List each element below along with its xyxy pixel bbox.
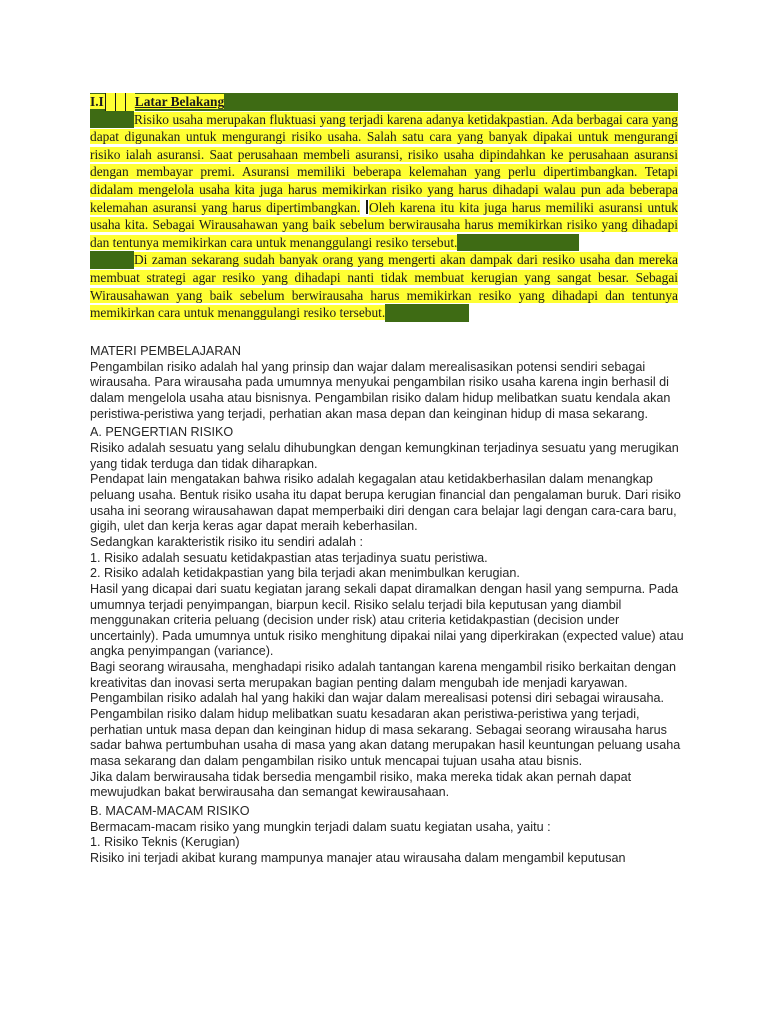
- section-a-paragraph: Pengambilan risiko adalah hal yang hakiki dan wajar dalam merealisasi potensi diri sebagai wirausaha. Pengambilan risiko dalam hidup melibatkan suatu kesadaran akan peristiwa-peristiwa yang terjadi, perhatian untuk masa depan dan keinginan hidup di masa sekarang. Sebagai seorang wirausaha harus sadar bahwa pertumbuhan usaha di masa yang akan datang merupakan hasil keuntungan peluang usaha masa sekarang dan dalam pengambilan risiko untuk mencapai tujuan usaha atau bisnis.: [90, 691, 681, 769]
- line-end-highlight: [457, 234, 579, 252]
- paragraph-text: Oleh karena itu kita juga harus memiliki asuransi untuk usaha kita. Sebagai Wirausahawan yang baik sebelum berwirausaha harus memikirkan risiko yang dihadapi dan tentunya memikirkan cara untuk menanggulangi resiko tersebut.: [90, 199, 678, 250]
- line-end-highlight: [385, 304, 469, 322]
- paragraph-text: Risiko usaha merupakan fluktuasi yang terjadi karena adanya ketidakpastian. Ada berbagai cara yang dapat digunakan untuk mengurangi risiko usaha. Salah satu cara yang banyak dipakai untuk mengurangi risiko ialah asuransi. Saat perusahaan membeli asuransi, risiko usaha dipindahkan ke perusahaan asuransi dengan membayar premi. Asuransi memiliki beberapa kelemahan yang perlu dipertimbangkan. Tetapi didalam mengelola usaha kita juga harus memikirkan risiko yang harus dihadapi walau pun ada beberapa kelemahan asuransi yang harus dipertimbangkan.: [90, 111, 678, 215]
- tab-marker: [125, 93, 135, 111]
- content-body: [90, 344, 690, 867]
- section-b-paragraph: Bermacam-macam risiko yang mungkin terjadi dalam suatu kegiatan usaha, yaitu :: [90, 819, 551, 834]
- section-a-heading: A. PENGERTIAN RISIKO: [90, 425, 234, 440]
- tab-marker: [115, 93, 125, 111]
- indent-marker: [90, 111, 134, 129]
- section-number: I.I: [90, 94, 104, 109]
- background-section: [90, 93, 678, 322]
- list-item: 1. Risiko adalah sesuatu ketidakpastian atas terjadinya suatu peristiwa.: [90, 550, 488, 565]
- section-title-row: [90, 93, 678, 111]
- text-cursor: [366, 200, 368, 214]
- section-title: Latar Belakang: [134, 94, 225, 109]
- background-paragraph-2: [90, 251, 678, 321]
- materi-intro: Pengambilan risiko adalah hal yang prinsip dan wajar dalam merealisasikan potensi sendiri sebagai wirausaha. Para wirausaha pada umumnya menyukai pengambilan risiko usaha karena ingin berhasil di dalam mengelola usaha atau bisnisnya. Pengambilan risiko dalam hidup melibatkan suatu kendala akan peristiwa-peristiwa yang terjadi, perhatian akan masa depan dan keinginan hidup di masa sekarang.: [90, 359, 671, 421]
- background-paragraph-1: [90, 111, 678, 252]
- section-a-paragraph: Pendapat lain mengatakan bahwa risiko adalah kegagalan atau ketidakberhasilan dalam menangkap peluang usaha. Bentuk risiko usaha itu dapat berupa kerugian financial dan pengalaman buruk. Dari risiko usaha ini seorang wirausahawan dapat memperbaiki diri dengan cara belajar lagi dengan cara-cara baru, gigih, ulet dan kerja keras agar dapat meraih keberhasilan.: [90, 472, 681, 534]
- section-b-paragraph: Risiko ini terjadi akibat kurang mampunya manajer atau wirausaha dalam mengambil keputusan: [90, 851, 626, 865]
- section-b-heading: B. MACAM-MACAM RISIKO: [90, 804, 250, 819]
- section-a-paragraph: Risiko adalah sesuatu yang selalu dihubungkan dengan kemungkinan terjadinya sesuatu yang merugikan yang tidak terduga dan tidak diharapkan.: [90, 440, 679, 471]
- list-item: 1. Risiko Teknis (Kerugian): [90, 835, 240, 850]
- materi-heading: MATERI PEMBELAJARAN: [90, 344, 241, 358]
- paragraph-text: Di zaman sekarang sudah banyak orang yang mengerti akan dampak dari resiko usaha dan mereka membuat strategi agar resiko yang dihadapi nanti tidak membuat kerugian yang sangat besar. Sebagai Wirausahawan yang baik sebelum berwirausaha harus memikirkan resiko yang dihadapi dan tentunya memikirkan cara untuk menanggulangi resiko tersebut.: [90, 252, 678, 321]
- section-a-paragraph: Sedangkan karakteristik risiko itu sendiri adalah :: [90, 534, 364, 549]
- list-item: 2. Risiko adalah ketidakpastian yang bila terjadi akan menimbulkan kerugian.: [90, 566, 520, 581]
- tab-marker: [105, 93, 115, 111]
- section-a-paragraph: Hasil yang dicapai dari suatu kegiatan jarang sekali dapat diramalkan dengan hasil yang sempurna. Pada umumnya terjadi penyimpangan, biarpun kecil. Risiko selalu terjadi bila keputusan yang diambil menggunakan criteria peluang (decision under risk) atau criteria ketidakpastian (decision under uncertainly). Pada umumnya untuk risiko menghitung dipakai nilai yang diperkirakan (expected value) atau angka penyimpangan (variance).: [90, 581, 684, 659]
- section-a-paragraph: Jika dalam berwirausaha tidak bersedia mengambil risiko, maka mereka tidak akan pernah dapat mewujudkan bakat berwirausaha dan semangat kewirausahaan.: [90, 769, 632, 800]
- section-a-paragraph: Bagi seorang wirausaha, menghadapi risiko adalah tantangan karena mengambil risiko berkaitan dengan kreativitas dan inovasi serta merupakan bagian penting dalam mengubah ide menjadi karyawan.: [90, 660, 676, 690]
- indent-marker: [90, 251, 134, 269]
